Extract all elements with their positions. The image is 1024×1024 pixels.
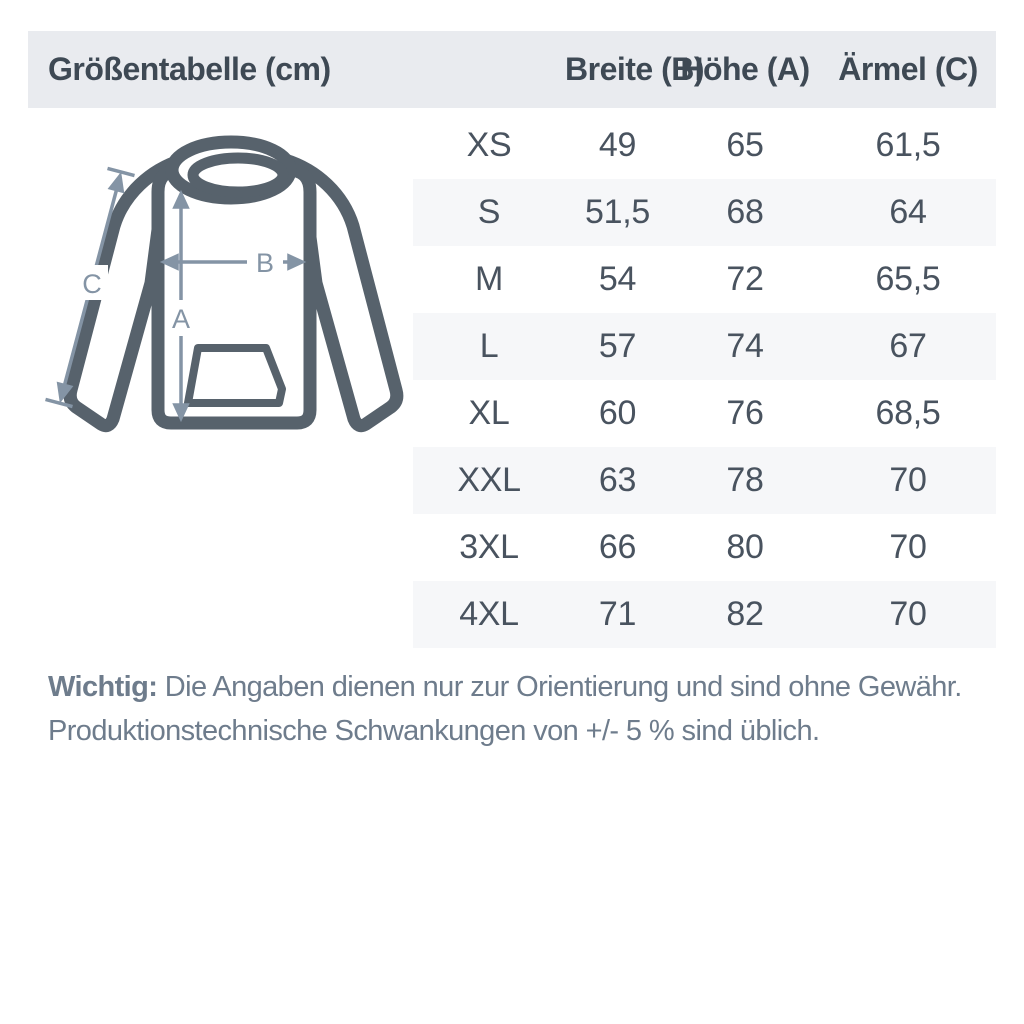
hoehe-cell: 74 bbox=[726, 327, 764, 365]
table-row-3xl bbox=[413, 514, 996, 581]
size-chart-header bbox=[28, 31, 996, 108]
aermel-cell: 65,5 bbox=[875, 260, 941, 298]
hoodie-pocket bbox=[188, 348, 282, 403]
size-cell: M bbox=[474, 260, 504, 298]
disclaimer-note bbox=[48, 665, 978, 753]
size-cell: XXL bbox=[457, 461, 521, 499]
disclaimer-line1: Die Angaben dienen nur zur Orientierung und sind ohne Gewähr. bbox=[157, 671, 962, 703]
table-row-xl bbox=[413, 380, 996, 447]
hoehe-cell: 65 bbox=[726, 126, 764, 164]
hoehe-cell: 68 bbox=[726, 193, 764, 231]
hoehe-cell: 78 bbox=[726, 461, 764, 499]
column-header-hoehe: Höhe (A) bbox=[680, 51, 810, 87]
disclaimer-line2: Produktionstechnische Schwankungen von +/- 5 % sind üblich. bbox=[48, 715, 820, 747]
size-table bbox=[413, 112, 996, 648]
column-header-aermel: Ärmel (C) bbox=[838, 51, 978, 87]
table-row-l bbox=[413, 313, 996, 380]
hood-inner-ring bbox=[193, 158, 283, 192]
aermel-cell: 70 bbox=[889, 528, 927, 566]
table-row-xs bbox=[413, 112, 996, 179]
size-cell: S bbox=[477, 193, 501, 231]
size-cell: L bbox=[479, 327, 499, 365]
measure-label-b: B bbox=[255, 248, 275, 278]
breite-cell: 63 bbox=[598, 461, 637, 499]
breite-cell: 54 bbox=[598, 260, 637, 298]
aermel-cell: 64 bbox=[889, 193, 927, 231]
measure-label-a: A bbox=[171, 304, 191, 334]
aermel-cell: 67 bbox=[889, 327, 927, 365]
breite-cell: 49 bbox=[598, 126, 637, 164]
table-row-4xl bbox=[413, 581, 996, 648]
hoehe-cell: 72 bbox=[726, 260, 764, 298]
size-cell: XS bbox=[466, 126, 512, 164]
aermel-cell: 68,5 bbox=[875, 394, 941, 432]
aermel-cell: 70 bbox=[889, 461, 927, 499]
table-row-m bbox=[413, 246, 996, 313]
aermel-cell: 61,5 bbox=[875, 126, 941, 164]
size-cell: 4XL bbox=[459, 595, 519, 633]
breite-cell: 71 bbox=[598, 595, 637, 633]
breite-cell: 66 bbox=[598, 528, 637, 566]
hoehe-cell: 82 bbox=[726, 595, 764, 633]
breite-cell: 60 bbox=[598, 394, 637, 432]
hoehe-cell: 76 bbox=[726, 394, 764, 432]
breite-cell: 51,5 bbox=[585, 193, 650, 231]
table-row-xxl bbox=[413, 447, 996, 514]
hoehe-cell: 80 bbox=[726, 528, 764, 566]
disclaimer-label: Wichtig: bbox=[48, 671, 158, 703]
size-cell: 3XL bbox=[459, 528, 519, 566]
size-cell: XL bbox=[468, 394, 510, 432]
measure-label-c: C bbox=[82, 269, 102, 299]
arrow-c-head-top bbox=[111, 176, 123, 191]
hoodie-diagram bbox=[30, 130, 430, 450]
page-title: Größentabelle (cm) bbox=[48, 51, 331, 87]
breite-cell: 57 bbox=[598, 327, 637, 365]
aermel-cell: 70 bbox=[889, 595, 927, 633]
column-header-breite: Breite (B) bbox=[565, 51, 705, 87]
table-row-s bbox=[413, 179, 996, 246]
